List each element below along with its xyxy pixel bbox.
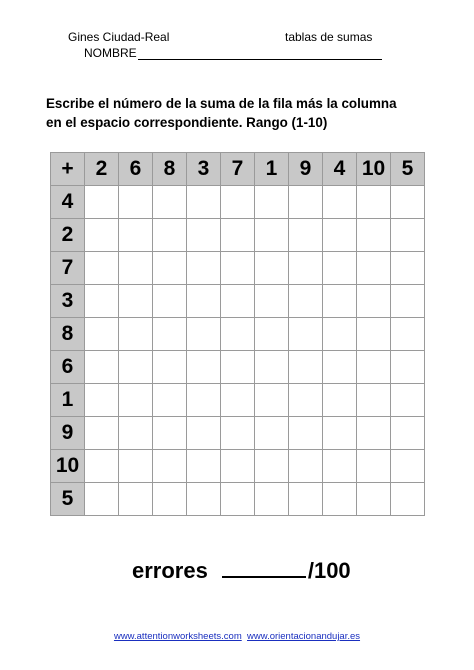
answer-cell[interactable] [255,285,289,318]
row-header-cell: 10 [51,450,85,483]
answer-cell[interactable] [153,384,187,417]
answer-cell[interactable] [255,417,289,450]
answer-cell[interactable] [289,483,323,516]
answer-cell[interactable] [255,450,289,483]
answer-cell[interactable] [323,252,357,285]
column-header-cell: 8 [153,153,187,186]
answer-cell[interactable] [187,285,221,318]
row-header-cell: 9 [51,417,85,450]
answer-cell[interactable] [85,417,119,450]
table-row [51,318,425,351]
answer-cell[interactable] [289,450,323,483]
worksheet-title: tablas de sumas [285,30,373,44]
answer-cell[interactable] [323,318,357,351]
answer-cell[interactable] [221,384,255,417]
answer-cell[interactable] [391,219,425,252]
footer [0,631,474,642]
errors-total: /100 [307,558,351,583]
answer-cell[interactable] [289,219,323,252]
answer-cell[interactable] [391,417,425,450]
answer-cell[interactable] [323,186,357,219]
column-header-cell: 7 [221,153,255,186]
answer-cell[interactable] [119,483,153,516]
answer-cell[interactable] [187,219,221,252]
answer-cell[interactable] [391,450,425,483]
answer-cell[interactable] [221,252,255,285]
answer-cell[interactable] [255,384,289,417]
answer-cell[interactable] [187,450,221,483]
name-label: NOMBRE [84,46,137,60]
instructions-line-2: en el espacio correspondiente. Rango (1-10) [46,115,328,130]
answer-cell[interactable] [357,285,391,318]
row-header-cell: 6 [51,351,85,384]
answer-cell[interactable] [221,450,255,483]
answer-cell[interactable] [289,351,323,384]
answer-cell[interactable] [255,318,289,351]
row-header-cell: 8 [51,318,85,351]
column-header-cell: 3 [187,153,221,186]
answer-cell[interactable] [357,351,391,384]
answer-cell[interactable] [119,450,153,483]
answer-cell[interactable] [187,252,221,285]
answer-cell[interactable] [255,219,289,252]
name-blank-line[interactable] [138,47,382,60]
answer-cell[interactable] [289,318,323,351]
table-row [51,384,425,417]
answer-cell[interactable] [221,318,255,351]
answer-cell[interactable] [85,450,119,483]
answer-cell[interactable] [391,318,425,351]
row-header-cell: 7 [51,252,85,285]
answer-cell[interactable] [221,285,255,318]
answer-cell[interactable] [323,351,357,384]
answer-cell[interactable] [255,351,289,384]
answer-cell[interactable] [85,186,119,219]
table-row [51,450,425,483]
errors-label: errores [132,558,208,583]
answer-cell[interactable] [221,219,255,252]
row-header-cell: 3 [51,285,85,318]
answer-cell[interactable] [85,351,119,384]
table-row [51,417,425,450]
table-row [51,285,425,318]
answer-cell[interactable] [187,186,221,219]
answer-cell[interactable] [289,252,323,285]
answer-cell[interactable] [119,351,153,384]
row-header-cell: 2 [51,219,85,252]
answer-cell[interactable] [153,417,187,450]
instructions [46,94,446,132]
column-header-cell: 4 [323,153,357,186]
column-header-cell: 2 [85,153,119,186]
addition-table [50,152,425,516]
answer-cell[interactable] [187,483,221,516]
column-header-cell: 10 [357,153,391,186]
answer-cell[interactable] [323,384,357,417]
answer-cell[interactable] [153,450,187,483]
answer-cell[interactable] [255,483,289,516]
column-header-cell: 5 [391,153,425,186]
answer-cell[interactable] [391,252,425,285]
table-row [51,186,425,219]
answer-cell[interactable] [323,450,357,483]
answer-cell[interactable] [255,186,289,219]
answer-cell[interactable] [187,417,221,450]
answer-cell[interactable] [221,186,255,219]
answer-cell[interactable] [221,417,255,450]
answer-cell[interactable] [357,450,391,483]
score-line [132,556,351,584]
answer-cell[interactable] [357,219,391,252]
answer-cell[interactable] [391,186,425,219]
answer-cell[interactable] [85,483,119,516]
answer-cell[interactable] [289,186,323,219]
corner-plus-cell: + [51,153,85,186]
answer-cell[interactable] [323,285,357,318]
answer-cell[interactable] [119,417,153,450]
answer-cell[interactable] [221,351,255,384]
answer-cell[interactable] [119,252,153,285]
answer-cell[interactable] [153,318,187,351]
answer-cell[interactable] [357,186,391,219]
answer-cell[interactable] [119,219,153,252]
answer-cell[interactable] [391,285,425,318]
answer-cell[interactable] [153,252,187,285]
instructions-line-1: Escribe el número de la suma de la fila más la columna [46,96,397,111]
footer-link-orientacionandujar[interactable]: www.orientacionandujar.es [247,631,361,642]
author-name: Gines Ciudad-Real [68,30,170,44]
name-field [84,46,382,60]
answer-cell[interactable] [153,351,187,384]
answer-cell[interactable] [85,285,119,318]
answer-cell[interactable] [221,483,255,516]
row-header-cell: 4 [51,186,85,219]
answer-cell[interactable] [357,318,391,351]
row-header-cell: 1 [51,384,85,417]
answer-cell[interactable] [85,318,119,351]
answer-cell[interactable] [357,417,391,450]
answer-cell[interactable] [85,252,119,285]
column-header-cell: 9 [289,153,323,186]
table-row [51,483,425,516]
answer-cell[interactable] [119,318,153,351]
header-row [51,153,425,186]
answer-cell[interactable] [255,252,289,285]
answer-cell[interactable] [323,483,357,516]
answer-cell[interactable] [289,285,323,318]
answer-cell[interactable] [119,384,153,417]
answer-cell[interactable] [85,219,119,252]
answer-cell[interactable] [119,186,153,219]
footer-link-attentionworksheets[interactable]: www.attentionworksheets.com [113,631,242,642]
answer-cell[interactable] [357,384,391,417]
answer-cell[interactable] [85,384,119,417]
column-header-cell: 1 [255,153,289,186]
answer-cell[interactable] [391,351,425,384]
answer-cell[interactable] [289,384,323,417]
answer-cell[interactable] [357,483,391,516]
answer-cell[interactable] [391,483,425,516]
answer-cell[interactable] [153,186,187,219]
column-header-cell: 6 [119,153,153,186]
answer-cell[interactable] [289,417,323,450]
table-row [51,252,425,285]
answer-cell[interactable] [119,285,153,318]
errors-blank[interactable] [222,556,306,578]
answer-cell[interactable] [153,285,187,318]
row-header-cell: 5 [51,483,85,516]
answer-cell[interactable] [323,417,357,450]
answer-cell[interactable] [357,252,391,285]
table-row [51,219,425,252]
answer-cell[interactable] [187,384,221,417]
answer-cell[interactable] [187,318,221,351]
answer-cell[interactable] [323,219,357,252]
answer-cell[interactable] [153,219,187,252]
answer-cell[interactable] [187,351,221,384]
table-row [51,351,425,384]
answer-cell[interactable] [153,483,187,516]
answer-cell[interactable] [391,384,425,417]
